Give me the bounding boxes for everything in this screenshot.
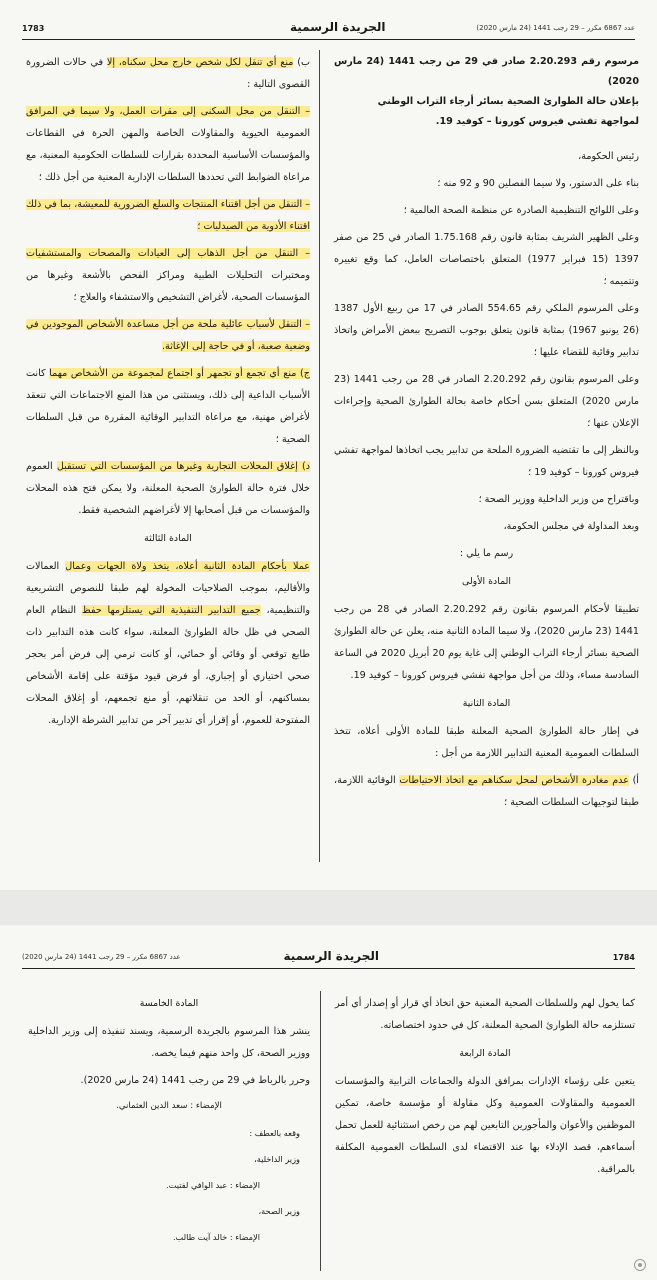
highlighted-text: عدم مغادرة الأشخاص لمحل سكناهم مع اتخاذ الاحتياطات [399, 775, 629, 786]
head-of-government: رئيس الحكومة، [578, 151, 639, 162]
article-3-text-part-1: العمالات والأقاليم، بموجب الصلاحيات المخولة لهم طبقا للنصوص التشريعية والتنظيمية، [26, 561, 310, 616]
exception-work-rest: العمومية الحيوية والمقاولات الخاصة والمهن الحرة في القطاعات والمؤسسات الأساسية المحددة بقرارات للسلطات الحكومية المعنية، مع مراعاة الضوابط التي تحددها السلطات الإدارية المعنية من أجل ذلك ؛ [26, 128, 310, 183]
article-4-title: المادة الرابعة [459, 1048, 511, 1059]
article-2-item-c [26, 363, 310, 451]
decree-title-line-2: بإعلان حالة الطوارئ الصحية بسائر أرجاء التراب الوطني [377, 96, 639, 107]
signature-health: الإمضاء : خالد آيت طالب. [172, 1232, 260, 1242]
article-2-text: في إطار حالة الطوارئ الصحية المعلنة طبقا للمادة الأولى أعلاه، تتخذ السلطات العمومية المعنية التدابير اللازمة من أجل : [334, 726, 639, 759]
column-divider [319, 50, 320, 862]
page-number: 1783 [22, 24, 45, 33]
highlighted-text: منع أي تنقل لكل شخص خارج محل سكناه، إلا [106, 57, 294, 68]
exception-family [26, 314, 310, 358]
signature-prime-minister: الإمضاء : سعد الدين العثماني. [116, 1101, 222, 1111]
recital-dahir: وعلى الظهير الشريف بمثابة قانون رقم 1.75.168 الصادر في 25 من صفر 1397 (15 فبراير 1977) المتعلق باختصاصات العامل، كما وقع تغييره وتتميمه ؛ [334, 232, 640, 287]
exception-goods [26, 194, 310, 238]
article-3-text [26, 556, 310, 732]
item-a-rest: الوقائية اللازمة، طبقا لتوجيهات السلطات الصحية ؛ [334, 775, 639, 808]
article-3-text-part-2: النظام العام الصحي في ظل حالة الطوارئ المعلنة، سواء كانت هذه التدابير ذات طابع توقعي أو وقائي أو حمائي، أو كانت ترمي إلى فرض أمر بحجر صحي اختياري أو إجباري، أو فرض قيود مؤقتة على إقامة الأشخاص بمساكنهم، أو الحد من تنقلاتهم، أو منع تجمعهم، أو إغلاق المحلات المفتوحة للعموم، أو إقرار أي تدبير آخر من تدابير الشرطة الإدارية. [26, 605, 310, 726]
right-column [334, 52, 639, 819]
highlighted-text: – التنقل من محل السكنى إلى مقرات العمل، ولا سيما في المرافق [26, 106, 310, 117]
recital-decree-law: وعلى المرسوم بقانون رقم 2.20.292 الصادر في 28 من رجب 1441 (23 مارس 2020) المتعلق بسن أحكام خاصة بحالة الطوارئ الصحية وإجراءات الإعلان عنها ؛ [334, 374, 639, 429]
item-b-rest: في حالات الضرورة القصوى التالية : [26, 57, 310, 90]
item-d-rest: العموم خلال فترة حالة الطوارئ الصحية المعلنة، ولا يمكن فتح هذه المحلات والمؤسسات من قبل أصحابها إلا لأغراضهم الشخصية فقط. [26, 461, 310, 516]
signature-interior: الإمضاء : عبد الوافي لفتيت. [166, 1180, 260, 1190]
highlighted-text: – التنقل من أجل الذهاب إلى العيادات والمصحات والمستشفيات [26, 248, 310, 259]
left-column [28, 993, 310, 1250]
article-1-title: المادة الأولى [462, 576, 511, 587]
decrees-line: رسم ما يلي : [459, 548, 514, 559]
exception-health-rest: ومختبرات التحليلات الطبية ومراكز الفحص بالأشعة وغيرها من المؤسسات الصحية، لأغراض التشخيص والاستشفاء والعلاج ؛ [26, 270, 310, 303]
article-2-item-d [26, 456, 310, 522]
recital-royal-decree: وعلى المرسوم الملكي رقم 554.65 الصادر في 17 من ربيع الأول 1387 (26 يونيو 1967) بمثابة قانون يتعلق بوجوب التصريح ببعض الأمراض واتخاذ تدابير وقائية للقضاء عليها ؛ [334, 303, 640, 358]
journal-page-1784 [0, 925, 657, 1280]
highlighted-text: عملا بأحكام المادة الثانية أعلاه، يتخذ ولاة الجهات وعمال [65, 561, 310, 572]
page-number: 1784 [612, 953, 635, 962]
recital-who: وعلى اللوائح التنظيمية الصادرة عن منظمة الصحة العالمية ؛ [403, 205, 639, 216]
page-header [22, 947, 635, 969]
article-2-item-a [334, 770, 639, 814]
issue-line: عدد 6867 مكرر – 29 رجب 1441 (24 مارس 2020) [476, 24, 635, 32]
article-4-text: يتعين على رؤساء الإدارات بمرافق الدولة والجماعات الترابية والمؤسسات العمومية والمقاولات العمومية وكل مقاولة أو مؤسسة خاصة، تمكين الموظفين والأعوان والمأجورين التابعين لهم من رخص استثنائية للعمل تحمل أسماءهم، قصد الإدلاء بها عند الاقتضاء لدى السلطات العمومية المكلفة بالمراقبة. [335, 1076, 635, 1175]
article-2-item-b [26, 52, 310, 96]
highlighted-text: ج) منع أي تجمع أو تجمهر أو اجتماع لمجموعة من الأشخاص مهما [49, 368, 310, 379]
watermark-icon [633, 1258, 647, 1272]
recital-necessity: وبالنظر إلى ما تقتضيه الضرورة الملحة من تدابير يجب اتخاذها لمواجهة تفشي فيروس كورونا – كوفيد 19 ؛ [334, 445, 639, 478]
article-1-text: تطبيقا لأحكام المرسوم بقانون رقم 2.20.292 الصادر في 28 من رجب 1441 (23 مارس 2020)، ولا سيما المادة الثانية منه، يعلن عن حالة الطوارئ الصحية بسائر أرجاء التراب الوطني إلى غاية يوم 20 أبريل 2020 في الساعة السادسة مساء، وذلك من أجل مواجهة تفشي فيروس كورونا – كوفيد 19. [334, 604, 640, 681]
item-c-rest: كانت الأسباب الداعية إلى ذلك، ويستثنى من هذا المنع الاجتماعات التي تنعقد لأغراض مهنية، مع مراعاة التدابير الوقائية المقررة من قبل السلطات الصحية ؛ [26, 368, 310, 445]
journal-title: الجريدة الرسمية [290, 20, 386, 34]
highlighted-text: – التنقل من أجل اقتناء المنتجات والسلع الضرورية للمعيشة، بما في ذلك اقتناء الأدوية من الصيدليات ؛ [25, 199, 310, 232]
interior-minister-label: وزير الداخلية، [254, 1154, 300, 1164]
column-divider [320, 991, 321, 1271]
item-a-marker: أ) [632, 775, 639, 786]
issue-line: عدد 6867 مكرر – 29 رجب 1441 (24 مارس 2020) [22, 953, 181, 961]
recital-constitution: بناء على الدستور، ولا سيما الفصلين 90 و 92 منه ؛ [437, 178, 639, 189]
right-column [335, 993, 635, 1186]
health-minister-label: وزير الصحة، [258, 1206, 300, 1216]
article-5-title: المادة الخامسة [139, 998, 199, 1009]
item-b-marker: ب) [297, 57, 310, 68]
exception-health [26, 243, 310, 309]
article-3-continuation: كما يخول لهم وللسلطات الصحية المعنية حق اتخاذ أي قرار أو إصدار أي أمر تستلزمه حالة الطوارئ الصحية المعلنة، كل في حدود اختصاصاته. [335, 998, 635, 1031]
highlighted-text: جميع التدابير التنفيذية التي يستلزمها حفظ [81, 605, 261, 616]
exception-work [26, 101, 310, 189]
article-3-title: المادة الثالثة [144, 533, 192, 544]
left-column [26, 52, 310, 737]
recital-proposal: وباقتراح من وزير الداخلية ووزير الصحة ؛ [478, 494, 639, 505]
highlighted-text: – التنقل لأسباب عائلية ملحة من أجل مساعدة الأشخاص الموجودين في وضعية صعبة، أو في حاجة إلى الإغاثة. [26, 319, 310, 352]
article-5-text: ينشر هذا المرسوم بالجريدة الرسمية، ويسند تنفيذه إلى وزير الداخلية ووزير الصحة، كل واحد منهم فيما يخصه. [28, 1026, 310, 1059]
countersigned-label: وقعه بالعطف : [249, 1128, 300, 1138]
decree-title-line-1: مرسوم رقم 2.20.293 صادر في 29 من رجب 1441 (24 مارس 2020) [334, 56, 640, 87]
article-2-title: المادة الثانية [462, 698, 511, 709]
journal-title: الجريدة الرسمية [283, 949, 379, 963]
done-at-rabat: وحرر بالرباط في 29 من رجب 1441 (24 مارس 2020). [80, 1075, 310, 1086]
decree-title-line-3: لمواجهة تفشي فيروس كورونا – كوفيد 19. [435, 116, 639, 127]
recital-deliberation: وبعد المداولة في مجلس الحكومة، [503, 521, 639, 532]
page-header [22, 18, 635, 40]
highlighted-text: د) إغلاق المحلات التجارية وغيرها من المؤسسات التي تستقبل [56, 461, 310, 472]
